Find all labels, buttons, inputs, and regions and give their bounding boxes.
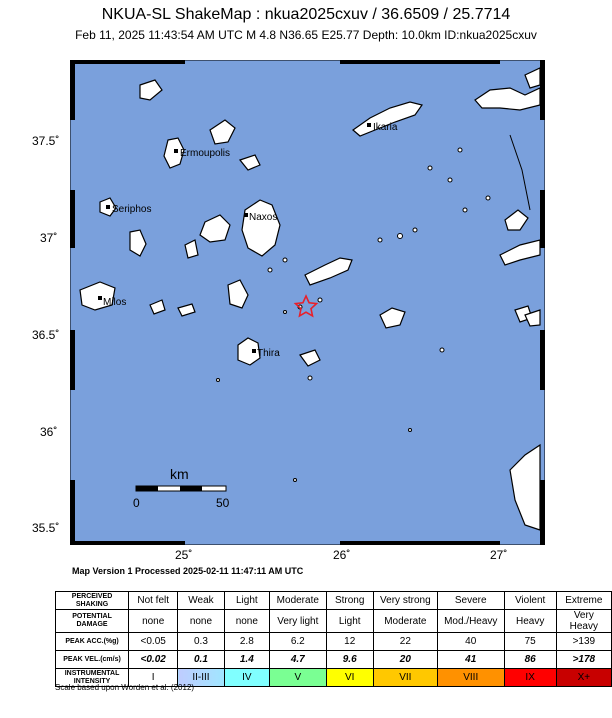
place-marker (174, 149, 178, 153)
legend-cell: V (270, 669, 327, 687)
legend-cell: VI (326, 669, 373, 687)
legend-cell: Moderate (270, 592, 327, 610)
legend-cell: I (129, 669, 178, 687)
place-label-thira: Thira (257, 348, 280, 359)
place-label-ermoupolis: Ermoupolis (180, 148, 231, 159)
legend-cell: VIII (437, 669, 504, 687)
legend-cell: IX (504, 669, 556, 687)
map-title: NKUA-SL ShakeMap : nkua2025cxuv / 36.6509 / 25.7714 (101, 6, 511, 23)
legend-cell: Weak (178, 592, 224, 610)
legend-cell: Very Heavy (556, 610, 611, 633)
lat-label: 35.5˚ (32, 521, 60, 535)
legend-row-heading: PEAK ACC.(%g) (56, 633, 129, 651)
legend-cell: Extreme (556, 592, 611, 610)
legend-row (56, 633, 612, 651)
legend-cell: 4.7 (270, 651, 327, 669)
legend-cell: 12 (326, 633, 373, 651)
lat-label: 36˚ (40, 425, 58, 439)
lat-label: 37.5˚ (32, 134, 60, 148)
legend-row-heading: POTENTIAL DAMAGE (56, 610, 129, 633)
legend-row-heading: PEAK VEL.(cm/s) (56, 651, 129, 669)
lat-label: 36.5˚ (32, 328, 60, 342)
legend-cell: 2.8 (224, 633, 269, 651)
legend-cell: X+ (556, 669, 611, 687)
event-summary: Feb 11, 2025 11:43:54 AM UTC M 4.8 N36.65 E25.77 Depth: 10.0km ID:nkua2025cxuv (75, 28, 537, 42)
legend-cell: Mod./Heavy (437, 610, 504, 633)
place-label-seriphos: Seriphos (112, 204, 152, 215)
shakemap-canvas (70, 60, 545, 545)
legend-cell: 0.1 (178, 651, 224, 669)
legend-cell: Not felt (129, 592, 178, 610)
legend-cell: none (129, 610, 178, 633)
legend-cell: none (224, 610, 269, 633)
legend-cell: 0.3 (178, 633, 224, 651)
scale-left-label: 0 (133, 496, 140, 510)
legend-cell: 75 (504, 633, 556, 651)
lon-label: 27˚ (490, 548, 508, 562)
place-label-ikaria: Ikaria (373, 122, 398, 133)
legend-cell: II-III (178, 669, 224, 687)
legend-cell: Light (326, 610, 373, 633)
scale-unit: km (170, 466, 189, 482)
sea-area (70, 60, 545, 545)
legend-cell: Light (224, 592, 269, 610)
place-marker (106, 205, 110, 209)
place-marker (244, 213, 248, 217)
place-label-milos: Milos (103, 297, 127, 308)
legend-cell: VII (373, 669, 437, 687)
legend-cell: Very light (270, 610, 327, 633)
legend-row (56, 651, 612, 669)
legend-cell: <0.05 (129, 633, 178, 651)
legend-row (56, 592, 612, 610)
legend-cell: 41 (437, 651, 504, 669)
place-marker (98, 296, 102, 300)
intensity-legend (55, 591, 612, 687)
legend-row-heading: INSTRUMENTAL INTENSITY (56, 669, 129, 687)
place-marker (252, 349, 256, 353)
legend-cell: Very strong (373, 592, 437, 610)
legend-cell: 6.2 (270, 633, 327, 651)
lon-label: 26˚ (333, 548, 351, 562)
legend-cell: Strong (326, 592, 373, 610)
legend-cell: >178 (556, 651, 611, 669)
lon-label: 25˚ (175, 548, 193, 562)
processed-timestamp: Map Version 1 Processed 2025-02-11 11:47:11 AM UTC (72, 566, 304, 576)
legend-cell: none (178, 610, 224, 633)
legend-cell: Heavy (504, 610, 556, 633)
legend-cell: 9.6 (326, 651, 373, 669)
legend-row-heading: PERCEIVED SHAKING (56, 592, 129, 610)
legend-cell: Violent (504, 592, 556, 610)
legend-row (56, 610, 612, 633)
legend-cell: 86 (504, 651, 556, 669)
legend-cell: 22 (373, 633, 437, 651)
legend-cell: <0.02 (129, 651, 178, 669)
scale-reference: Scale based upon Worden et al. (2012) (55, 683, 195, 692)
legend-cell: 20 (373, 651, 437, 669)
legend-cell: 1.4 (224, 651, 269, 669)
place-label-naxos: Naxos (249, 212, 278, 223)
legend-cell: >139 (556, 633, 611, 651)
place-marker (367, 123, 371, 127)
shakemap-panel (70, 60, 545, 545)
lat-label: 37˚ (40, 231, 58, 245)
scale-right-label: 50 (216, 496, 230, 510)
legend-cell: Moderate (373, 610, 437, 633)
legend-cell: IV (224, 669, 269, 687)
legend-cell: 40 (437, 633, 504, 651)
legend-cell: Severe (437, 592, 504, 610)
